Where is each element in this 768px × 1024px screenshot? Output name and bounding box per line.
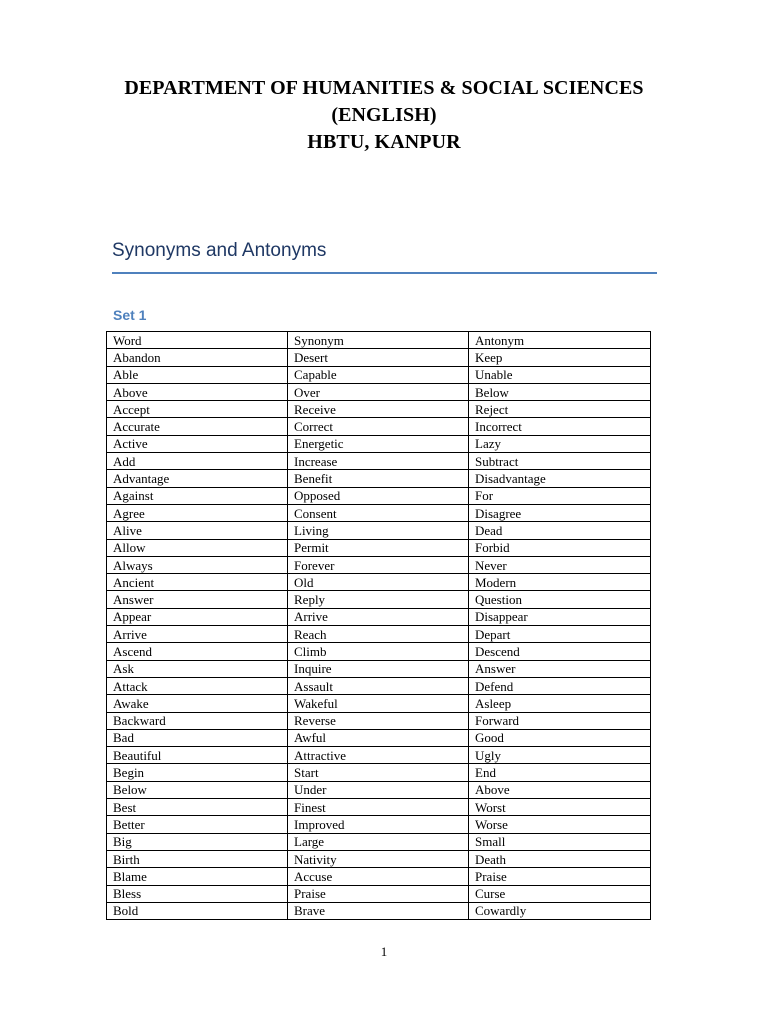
word-cell: Advantage — [107, 470, 288, 487]
synonym-cell: Opposed — [288, 487, 469, 504]
column-header-antonym: Antonym — [469, 332, 651, 349]
antonym-cell: Answer — [469, 660, 651, 677]
synonym-cell: Correct — [288, 418, 469, 435]
synonym-cell: Finest — [288, 799, 469, 816]
table-row — [107, 591, 651, 608]
word-cell: Above — [107, 383, 288, 400]
word-cell: Ask — [107, 660, 288, 677]
synonym-cell: Large — [288, 833, 469, 850]
column-header-word: Word — [107, 332, 288, 349]
table-row — [107, 677, 651, 694]
antonym-cell: Dead — [469, 522, 651, 539]
synonym-cell: Consent — [288, 504, 469, 521]
table-row — [107, 435, 651, 452]
antonym-cell: Asleep — [469, 695, 651, 712]
synonym-cell: Forever — [288, 556, 469, 573]
synonym-cell: Over — [288, 383, 469, 400]
word-cell: Attack — [107, 677, 288, 694]
word-cell: Birth — [107, 850, 288, 867]
antonym-cell: Forward — [469, 712, 651, 729]
antonym-cell: Above — [469, 781, 651, 798]
synonym-cell: Praise — [288, 885, 469, 902]
word-cell: Able — [107, 366, 288, 383]
table-row — [107, 349, 651, 366]
synonym-cell: Arrive — [288, 608, 469, 625]
synonym-cell: Living — [288, 522, 469, 539]
synonym-cell: Receive — [288, 401, 469, 418]
antonym-cell: Cowardly — [469, 902, 651, 919]
antonym-cell: Incorrect — [469, 418, 651, 435]
antonym-cell: Worse — [469, 816, 651, 833]
word-cell: Big — [107, 833, 288, 850]
word-cell: Begin — [107, 764, 288, 781]
synonym-cell: Awful — [288, 729, 469, 746]
word-cell: Bless — [107, 885, 288, 902]
table-row — [107, 833, 651, 850]
table-row — [107, 556, 651, 573]
antonym-cell: Descend — [469, 643, 651, 660]
word-cell: Answer — [107, 591, 288, 608]
antonym-cell: Disappear — [469, 608, 651, 625]
synonym-cell: Energetic — [288, 435, 469, 452]
antonym-cell: Modern — [469, 574, 651, 591]
table-row — [107, 522, 651, 539]
word-cell: Ancient — [107, 574, 288, 591]
antonym-cell: For — [469, 487, 651, 504]
synonym-cell: Desert — [288, 349, 469, 366]
word-cell: Backward — [107, 712, 288, 729]
header-institution: HBTU, KANPUR — [307, 131, 461, 153]
synonym-cell: Inquire — [288, 660, 469, 677]
word-cell: Allow — [107, 539, 288, 556]
word-cell: Awake — [107, 695, 288, 712]
synonym-cell: Permit — [288, 539, 469, 556]
table-row — [107, 383, 651, 400]
column-header-synonym: Synonym — [288, 332, 469, 349]
word-cell: Accurate — [107, 418, 288, 435]
antonym-cell: Curse — [469, 885, 651, 902]
table-row — [107, 643, 651, 660]
antonym-cell: Small — [469, 833, 651, 850]
table-row — [107, 695, 651, 712]
table-row — [107, 764, 651, 781]
antonym-cell: Good — [469, 729, 651, 746]
synonym-cell: Accuse — [288, 868, 469, 885]
word-cell: Add — [107, 453, 288, 470]
table-header-row — [107, 332, 651, 349]
section-divider — [112, 272, 657, 274]
synonym-cell: Reach — [288, 626, 469, 643]
synonym-cell: Climb — [288, 643, 469, 660]
table-row — [107, 799, 651, 816]
section-title: Synonyms and Antonyms — [112, 240, 327, 261]
synonym-cell: Wakeful — [288, 695, 469, 712]
word-cell: Blame — [107, 868, 288, 885]
antonym-cell: Reject — [469, 401, 651, 418]
table-row — [107, 712, 651, 729]
table-row — [107, 418, 651, 435]
word-cell: Bold — [107, 902, 288, 919]
word-cell: Beautiful — [107, 747, 288, 764]
word-cell: Agree — [107, 504, 288, 521]
word-cell: Better — [107, 816, 288, 833]
table-row — [107, 850, 651, 867]
word-cell: Best — [107, 799, 288, 816]
antonym-cell: Question — [469, 591, 651, 608]
antonym-cell: Disagree — [469, 504, 651, 521]
page-number: 1 — [380, 944, 388, 959]
antonym-cell: Lazy — [469, 435, 651, 452]
antonym-cell: Disadvantage — [469, 470, 651, 487]
synonym-cell: Old — [288, 574, 469, 591]
table-row — [107, 366, 651, 383]
antonym-cell: Subtract — [469, 453, 651, 470]
synonym-cell: Nativity — [288, 850, 469, 867]
word-cell: Alive — [107, 522, 288, 539]
antonym-cell: Unable — [469, 366, 651, 383]
word-cell: Appear — [107, 608, 288, 625]
header-subject: (ENGLISH) — [331, 104, 437, 126]
table-row — [107, 504, 651, 521]
synonym-cell: Assault — [288, 677, 469, 694]
word-cell: Ascend — [107, 643, 288, 660]
antonym-cell: Defend — [469, 677, 651, 694]
table-row — [107, 626, 651, 643]
word-cell: Accept — [107, 401, 288, 418]
table-row — [107, 401, 651, 418]
antonym-cell: Forbid — [469, 539, 651, 556]
word-cell: Below — [107, 781, 288, 798]
antonym-cell: End — [469, 764, 651, 781]
synonym-cell: Benefit — [288, 470, 469, 487]
word-cell: Always — [107, 556, 288, 573]
synonym-cell: Start — [288, 764, 469, 781]
table-row — [107, 781, 651, 798]
synonym-cell: Reverse — [288, 712, 469, 729]
word-cell: Arrive — [107, 626, 288, 643]
table-row — [107, 539, 651, 556]
antonym-cell: Never — [469, 556, 651, 573]
antonym-cell: Worst — [469, 799, 651, 816]
table-row — [107, 747, 651, 764]
table-row — [107, 574, 651, 591]
table-row — [107, 885, 651, 902]
synonym-antonym-table — [106, 331, 651, 920]
synonym-cell: Under — [288, 781, 469, 798]
synonym-cell: Brave — [288, 902, 469, 919]
antonym-cell: Praise — [469, 868, 651, 885]
table-row — [107, 660, 651, 677]
word-cell: Bad — [107, 729, 288, 746]
antonym-cell: Keep — [469, 349, 651, 366]
set-title: Set 1 — [113, 307, 147, 323]
synonym-cell: Capable — [288, 366, 469, 383]
table-row — [107, 868, 651, 885]
antonym-cell: Depart — [469, 626, 651, 643]
synonym-cell: Reply — [288, 591, 469, 608]
synonym-cell: Improved — [288, 816, 469, 833]
antonym-cell: Below — [469, 383, 651, 400]
table-row — [107, 608, 651, 625]
synonym-cell: Attractive — [288, 747, 469, 764]
header-department: DEPARTMENT OF HUMANITIES & SOCIAL SCIENCES — [124, 77, 644, 99]
table-row — [107, 729, 651, 746]
word-cell: Active — [107, 435, 288, 452]
word-cell: Abandon — [107, 349, 288, 366]
table-row — [107, 487, 651, 504]
document-header — [0, 75, 768, 156]
table-row — [107, 902, 651, 919]
table-row — [107, 816, 651, 833]
table-row — [107, 470, 651, 487]
antonym-cell: Death — [469, 850, 651, 867]
table-row — [107, 453, 651, 470]
antonym-cell: Ugly — [469, 747, 651, 764]
synonym-cell: Increase — [288, 453, 469, 470]
word-cell: Against — [107, 487, 288, 504]
